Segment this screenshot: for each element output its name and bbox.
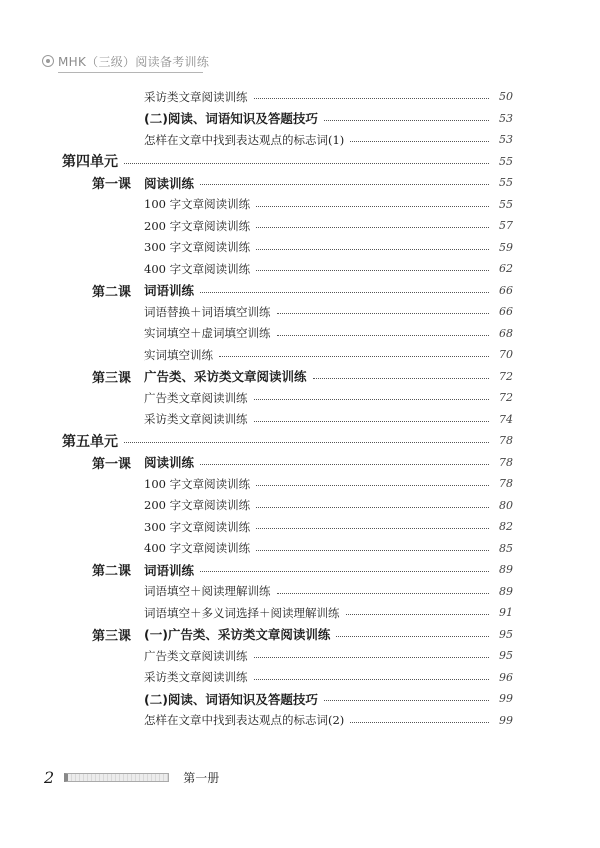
- toc-entry-lesson[interactable]: [0, 280, 600, 302]
- toc-entry-title: 第五单元: [62, 433, 118, 450]
- toc-dot-leader: [254, 98, 490, 99]
- toc-page-number: 78: [499, 434, 513, 448]
- toc-entry-title: (二)阅读、词语知识及答题技巧: [144, 691, 318, 707]
- toc-entry-title: 300 字文章阅读训练: [144, 240, 251, 255]
- toc-page-number: 72: [499, 369, 513, 383]
- toc-entry-title: 词语训练: [144, 283, 195, 299]
- toc-entry-article[interactable]: [0, 516, 600, 538]
- toc-dot-leader: [256, 270, 489, 271]
- toc-entry-title: 怎样在文章中找到表达观点的标志词(1): [144, 132, 345, 147]
- toc-page-number: 89: [499, 584, 513, 598]
- toc-page-number: 55: [499, 154, 513, 168]
- toc-dot-leader: [350, 141, 489, 142]
- toc-entry-lesson[interactable]: [0, 452, 600, 474]
- toc-page-number: 66: [499, 305, 513, 319]
- toc-dot-leader: [277, 335, 490, 336]
- toc-entry-title: 词语填空＋多义词选择＋阅读理解训练: [144, 605, 340, 620]
- toc-page-number: 68: [499, 326, 513, 340]
- toc-dot-leader: [254, 657, 490, 658]
- toc-page-number: 57: [499, 219, 513, 233]
- toc-entry-article[interactable]: [0, 409, 600, 431]
- toc-entry-title: 400 字文章阅读训练: [144, 541, 251, 556]
- footer-decorative-bar: [64, 773, 169, 782]
- toc-dot-leader: [324, 120, 489, 121]
- toc-page-number: 55: [499, 197, 513, 211]
- toc-entry-article[interactable]: [0, 495, 600, 517]
- toc-dot-leader: [256, 249, 489, 250]
- toc-page-number: 55: [499, 176, 513, 190]
- toc-entry-title: 实词填空＋虚词填空训练: [144, 326, 271, 341]
- toc-dot-leader: [350, 722, 489, 723]
- toc-entry-article[interactable]: [0, 387, 600, 409]
- toc-page-number: 70: [499, 348, 513, 362]
- toc-dot-leader: [336, 636, 489, 637]
- toc-entry-article[interactable]: [0, 86, 600, 108]
- toc-entry-title: 词语填空＋阅读理解训练: [144, 584, 271, 599]
- toc-entry-title: 400 字文章阅读训练: [144, 261, 251, 276]
- toc-entry-article[interactable]: [0, 344, 600, 366]
- toc-entry-title: 阅读训练: [144, 175, 195, 191]
- toc-entry-title: (一)广告类、采访类文章阅读训练: [144, 627, 331, 643]
- toc-lesson-number: 第二课: [92, 284, 132, 300]
- header-rule: [58, 72, 203, 73]
- toc-entry-title: 200 字文章阅读训练: [144, 498, 251, 513]
- toc-entry-article[interactable]: [0, 237, 600, 259]
- series-logo-icon: [42, 55, 54, 67]
- running-header: [42, 52, 209, 70]
- toc-page-number: 62: [499, 262, 513, 276]
- toc-dot-leader: [200, 571, 489, 572]
- toc-entry-title: 阅读训练: [144, 455, 195, 471]
- toc-dot-leader: [277, 313, 490, 314]
- toc-page-number: 66: [499, 283, 513, 297]
- toc-dot-leader: [324, 700, 489, 701]
- toc-entry-article[interactable]: [0, 473, 600, 495]
- toc-dot-leader: [124, 163, 489, 164]
- toc-dot-leader: [254, 421, 490, 422]
- toc-entry-title: 广告类文章阅读训练: [144, 648, 248, 663]
- footer-volume: 第一册: [183, 770, 220, 785]
- header-title: MHK（三级）阅读备考训练: [58, 54, 210, 69]
- toc-page-number: 82: [499, 520, 513, 534]
- toc-entry-title: 采访类文章阅读训练: [144, 412, 248, 427]
- table-of-contents: [0, 86, 600, 731]
- toc-entry-lesson[interactable]: [0, 366, 600, 388]
- toc-entry-article[interactable]: [0, 194, 600, 216]
- toc-dot-leader: [200, 184, 489, 185]
- toc-entry-article[interactable]: [0, 645, 600, 667]
- toc-entry-title: 广告类文章阅读训练: [144, 390, 248, 405]
- toc-page-number: 78: [499, 477, 513, 491]
- toc-entry-lesson[interactable]: [0, 172, 600, 194]
- toc-dot-leader: [254, 679, 490, 680]
- toc-entry-lesson[interactable]: [0, 688, 600, 710]
- toc-dot-leader: [256, 550, 489, 551]
- toc-page-number: 99: [499, 713, 513, 727]
- toc-entry-title: 采访类文章阅读训练: [144, 89, 248, 104]
- toc-dot-leader: [277, 593, 490, 594]
- toc-entry-title: 怎样在文章中找到表达观点的标志词(2): [144, 713, 345, 728]
- footer-page-number: 2: [44, 767, 55, 787]
- toc-page-number: 99: [499, 692, 513, 706]
- toc-entry-title: 第四单元: [62, 154, 118, 171]
- toc-entry-title: 200 字文章阅读训练: [144, 218, 251, 233]
- toc-entry-article[interactable]: [0, 538, 600, 560]
- toc-entry-unit[interactable]: [0, 430, 600, 452]
- toc-dot-leader: [256, 507, 489, 508]
- toc-entry-article[interactable]: [0, 129, 600, 151]
- toc-page-number: 50: [499, 90, 513, 104]
- toc-page-number: 96: [499, 670, 513, 684]
- toc-dot-leader: [256, 528, 489, 529]
- toc-page-number: 72: [499, 391, 513, 405]
- toc-entry-title: 采访类文章阅读训练: [144, 670, 248, 685]
- toc-lesson-number: 第三课: [92, 370, 132, 386]
- toc-entry-lesson[interactable]: [0, 624, 600, 646]
- toc-dot-leader: [200, 464, 489, 465]
- toc-dot-leader: [256, 206, 489, 207]
- toc-page-number: 78: [499, 455, 513, 469]
- toc-dot-leader: [124, 442, 489, 443]
- toc-dot-leader: [254, 399, 490, 400]
- toc-entry-article[interactable]: [0, 602, 600, 624]
- toc-entry-title: 词语训练: [144, 562, 195, 578]
- toc-entry-article[interactable]: [0, 710, 600, 732]
- toc-entry-article[interactable]: [0, 301, 600, 323]
- toc-lesson-number: 第一课: [92, 177, 132, 193]
- toc-entry-article[interactable]: [0, 258, 600, 280]
- toc-entry-title: 实词填空训练: [144, 347, 213, 362]
- toc-lesson-number: 第三课: [92, 628, 132, 644]
- toc-dot-leader: [200, 292, 489, 293]
- toc-page-number: 59: [499, 240, 513, 254]
- toc-entry-article[interactable]: [0, 215, 600, 237]
- toc-entry-unit[interactable]: [0, 151, 600, 173]
- toc-page-number: 80: [499, 498, 513, 512]
- toc-entry-title: 100 字文章阅读训练: [144, 476, 251, 491]
- toc-page-number: 95: [499, 627, 513, 641]
- toc-page-number: 53: [499, 111, 513, 125]
- toc-lesson-number: 第二课: [92, 564, 132, 580]
- toc-entry-article[interactable]: [0, 581, 600, 603]
- toc-entry-title: (二)阅读、词语知识及答题技巧: [144, 111, 318, 127]
- toc-entry-article[interactable]: [0, 323, 600, 345]
- toc-page-number: 95: [499, 649, 513, 663]
- toc-dot-leader: [346, 614, 490, 615]
- toc-page-number: 85: [499, 541, 513, 555]
- toc-entry-title: 广告类、采访类文章阅读训练: [144, 369, 307, 385]
- toc-dot-leader: [256, 485, 489, 486]
- page-footer: [44, 765, 219, 789]
- toc-entry-title: 100 字文章阅读训练: [144, 197, 251, 212]
- toc-page-number: 74: [499, 412, 513, 426]
- toc-entry-lesson[interactable]: [0, 559, 600, 581]
- toc-lesson-number: 第一课: [92, 456, 132, 472]
- toc-dot-leader: [256, 227, 489, 228]
- toc-dot-leader: [219, 356, 489, 357]
- toc-page-number: 89: [499, 563, 513, 577]
- toc-page-number: 91: [499, 606, 513, 620]
- toc-page-number: 53: [499, 133, 513, 147]
- toc-entry-article[interactable]: [0, 667, 600, 689]
- toc-entry-lesson[interactable]: [0, 108, 600, 130]
- toc-dot-leader: [313, 378, 489, 379]
- toc-entry-title: 300 字文章阅读训练: [144, 519, 251, 534]
- toc-entry-title: 词语替换＋词语填空训练: [144, 304, 271, 319]
